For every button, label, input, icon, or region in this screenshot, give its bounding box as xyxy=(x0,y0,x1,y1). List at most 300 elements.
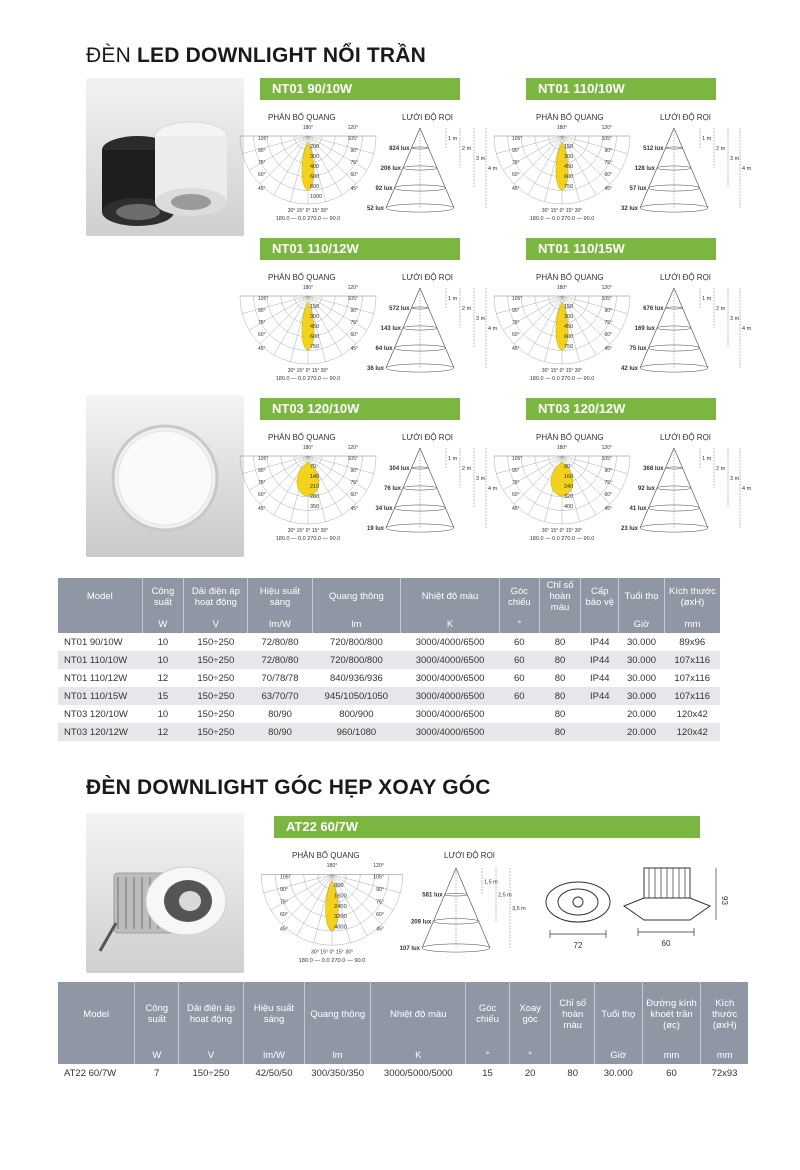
distance-label: 3 m xyxy=(476,156,486,162)
distribution-label-5: PHÂN BỐ QUANG xyxy=(536,433,604,442)
scale-value: 240 xyxy=(564,484,574,490)
distance-label: 4 m xyxy=(488,486,498,492)
cone-diagram-2 xyxy=(362,284,498,381)
angle-label: 90° xyxy=(512,468,520,474)
table-cell: 72x93 xyxy=(711,1067,738,1079)
distance-label: 1 m xyxy=(448,456,458,462)
scale-value: 300 xyxy=(564,154,574,160)
angle-label: 105° xyxy=(258,456,269,462)
table-cell: 70/78/78 xyxy=(261,672,299,684)
table-cell: 72/80/80 xyxy=(261,636,299,648)
distribution-label-3: PHÂN BỐ QUANG xyxy=(536,273,604,282)
title-prefix: ĐÈN xyxy=(86,44,137,67)
table-cell: 150÷250 xyxy=(184,723,248,741)
table-row xyxy=(58,633,720,651)
scale-value: 800 xyxy=(310,184,320,190)
table-cell: 89x96 xyxy=(679,636,706,648)
angle-label: 90° xyxy=(280,887,288,894)
angle-label: 75° xyxy=(280,899,288,906)
polar-diagram-1 xyxy=(512,124,612,227)
angle-label: 90° xyxy=(350,468,358,474)
angle-label: 60° xyxy=(350,332,358,338)
section-title-surface-downlight xyxy=(86,44,426,68)
grid-label-2: LƯỚI ĐỘ RỌI xyxy=(402,273,454,282)
scale-value: 300 xyxy=(310,314,320,320)
lux-value: 824 lux xyxy=(389,146,410,152)
table-cell: 30.000 xyxy=(619,651,665,669)
angle-label: 45° xyxy=(604,506,612,512)
title-bold: LED DOWNLIGHT NỔI TRẦN xyxy=(136,44,427,67)
polar-legend: 180.0 — 0.0 270.0 — 90.0 xyxy=(298,957,366,964)
table-cell: 30.000 xyxy=(603,1067,633,1079)
angle-label: 105° xyxy=(347,296,358,302)
lux-value: 128 lux xyxy=(634,166,655,172)
angle-label: 105° xyxy=(601,456,612,462)
table-cell: NT01 110/10W xyxy=(58,651,142,669)
angle-label: 45° xyxy=(512,506,520,512)
angle-label: 105° xyxy=(601,296,612,302)
polar-diagram-0 xyxy=(258,124,358,227)
angle-label: 60° xyxy=(512,332,520,338)
angle-label: 105° xyxy=(512,296,523,302)
lux-value: 572 lux xyxy=(389,306,410,312)
table-cell: 150÷250 xyxy=(197,708,235,720)
angle-label: 105° xyxy=(601,136,612,142)
scale-value: 800 xyxy=(334,882,344,889)
table-cell: 720/800/800 xyxy=(329,636,383,648)
lux-value: 64 lux xyxy=(375,346,393,352)
table-cell: 840/936/936 xyxy=(329,672,383,684)
units-row-2: W V lm/W lm K ° ° Giờ mm mm xyxy=(58,1046,748,1064)
angle-label: 120° xyxy=(601,445,612,451)
scale-value: 1000 xyxy=(310,194,323,200)
table-cell: 300/350/350 xyxy=(311,1067,365,1079)
product-header-1: NT01 110/10W xyxy=(526,78,716,100)
dim-width: 72 xyxy=(573,941,583,950)
angle-label: 90° xyxy=(604,308,612,314)
angle-label: 75° xyxy=(350,160,358,166)
cone-diagram-0 xyxy=(362,124,498,221)
angle-label: 45° xyxy=(604,346,612,352)
table-cell xyxy=(581,723,619,741)
angle-label: 60° xyxy=(604,332,612,338)
angle-label: 45° xyxy=(512,186,520,192)
polar-legend: 180.0 — 0.0 270.0 — 90.0 xyxy=(275,216,341,222)
angle-label: 45° xyxy=(350,506,358,512)
table-cell: 80/90 xyxy=(268,708,292,720)
table-cell: IP44 xyxy=(581,651,619,669)
at22-dimension-side xyxy=(618,862,728,963)
table-cell: NT01 110/15W xyxy=(58,687,142,705)
distance-label: 1 m xyxy=(448,296,458,302)
angle-label: 90° xyxy=(258,308,266,314)
table-row xyxy=(58,651,720,669)
angle-label: 75° xyxy=(258,160,266,166)
table-cell: 30.000 xyxy=(619,687,665,705)
scale-value: 200 xyxy=(310,144,320,150)
bottom-angles: 30° 15° 0° 15° 30° xyxy=(287,208,329,214)
distribution-label-4: PHÂN BỐ QUANG xyxy=(268,433,336,442)
lux-value: 368 lux xyxy=(643,466,664,472)
scale-value: 1600 xyxy=(334,893,347,900)
scale-value: 600 xyxy=(564,334,574,340)
scale-value: 350 xyxy=(310,504,320,510)
cone-diagram-4 xyxy=(362,444,498,541)
at22-distribution-label: PHÂN BỐ QUANG xyxy=(292,851,360,860)
polar-diagram-3 xyxy=(512,284,612,387)
table-cell: 3000/4000/6500 xyxy=(415,636,485,648)
table-cell: 15 xyxy=(142,687,184,705)
table-cell xyxy=(499,705,539,723)
table-cell xyxy=(581,705,619,723)
lux-value: 32 lux xyxy=(620,206,638,212)
dim-height: 93 xyxy=(720,896,729,905)
distance-label: 2,5 m xyxy=(498,892,512,899)
scale-value: 750 xyxy=(564,184,574,190)
table-cell: 960/1080 xyxy=(312,723,401,741)
scale-value: 450 xyxy=(310,324,320,330)
scale-value: 450 xyxy=(564,324,574,330)
lux-value: 52 lux xyxy=(366,206,384,212)
angle-label: 60° xyxy=(258,332,266,338)
angle-label: 90° xyxy=(350,148,358,154)
distance-label: 3 m xyxy=(476,476,486,482)
scale-value: 150 xyxy=(310,304,320,310)
distance-label: 2 m xyxy=(462,306,472,312)
angle-label: 75° xyxy=(604,160,612,166)
lux-value: 36 lux xyxy=(366,366,384,372)
angle-label: 105° xyxy=(512,136,523,142)
distance-label: 2 m xyxy=(716,466,726,472)
at22-cone-diagram xyxy=(398,862,528,963)
table-cell: 150÷250 xyxy=(184,687,248,705)
table-row xyxy=(58,1064,748,1082)
angle-label: 45° xyxy=(350,346,358,352)
angle-label: 105° xyxy=(347,456,358,462)
table-cell: NT01 110/12W xyxy=(64,672,128,684)
distance-label: 3 m xyxy=(730,156,740,162)
table-cell: IP44 xyxy=(589,672,610,684)
lux-value: 41 lux xyxy=(629,506,647,512)
scale-value: 600 xyxy=(310,174,320,180)
table-cell: 20.000 xyxy=(619,723,665,741)
units-row: W V lm/W lm K ° Giờ mm xyxy=(58,615,720,633)
table-cell: 60 xyxy=(514,636,525,648)
table-cell: 107x116 xyxy=(674,672,711,684)
lux-value: 143 lux xyxy=(380,326,401,332)
th-power: Công suất xyxy=(142,578,184,615)
angle-label: 60° xyxy=(350,172,358,178)
table-cell: 80 xyxy=(567,1067,578,1079)
scale-value: 160 xyxy=(564,474,574,480)
product-header-2: NT01 110/12W xyxy=(260,238,460,260)
grid-label-0: LƯỚI ĐỘ RỌI xyxy=(402,113,454,122)
table-cell: 30.000 xyxy=(626,636,657,648)
angle-label: 90° xyxy=(350,308,358,314)
lux-value: 57 lux xyxy=(629,186,647,192)
polar-legend: 180.0 — 0.0 270.0 — 90.0 xyxy=(529,376,595,382)
th-ip: Cấp bảo vệ xyxy=(581,578,619,615)
lux-value: 209 lux xyxy=(410,919,432,926)
table-cell: 3000/4000/6500 xyxy=(401,723,500,741)
table-cell: 80/90 xyxy=(248,723,312,741)
table-cell: IP44 xyxy=(589,636,610,648)
table-cell: 3000/4000/6500 xyxy=(401,687,500,705)
table-cell: 80 xyxy=(554,636,566,648)
scale-value: 140 xyxy=(310,474,320,480)
at22-polar-diagram xyxy=(280,862,384,969)
angle-label: 75° xyxy=(258,480,266,486)
scale-value: 150 xyxy=(564,144,574,150)
angle-label: 60° xyxy=(512,172,520,178)
product-header-3: NT01 110/15W xyxy=(526,238,716,260)
table-cell: NT01 90/10W xyxy=(64,636,123,648)
section-title-narrow-downlight: ĐÈN DOWNLIGHT GÓC HẸP XOAY GÓC xyxy=(86,776,491,799)
th-beam: Góc chiếu xyxy=(499,578,539,615)
bottom-angles: 30° 15° 0° 15° 30° xyxy=(310,949,354,956)
angle-label: 45° xyxy=(258,186,266,192)
grid-label-3: LƯỚI ĐỘ RỌI xyxy=(660,273,712,282)
lux-value: 107 lux xyxy=(399,946,420,952)
th-size: Kích thước (øxH) xyxy=(664,578,720,615)
product-photo-at22 xyxy=(86,813,244,973)
table-cell: 150÷250 xyxy=(197,636,235,648)
lux-value: 34 lux xyxy=(375,506,393,512)
th-cct: Nhiệt độ màu xyxy=(401,578,500,615)
table-cell: 15 xyxy=(482,1067,493,1079)
table-cell: 3000/5000/5000 xyxy=(383,1067,453,1079)
table-cell: 80 xyxy=(539,687,581,705)
table-cell xyxy=(499,723,539,741)
angle-label: 180° xyxy=(556,445,568,451)
angle-label: 90° xyxy=(258,148,266,154)
table-cell: 20 xyxy=(524,1067,536,1079)
lux-value: 512 lux xyxy=(643,146,664,152)
table-cell: 7 xyxy=(154,1067,160,1079)
lux-value: 23 lux xyxy=(620,526,638,532)
angle-label: 105° xyxy=(258,296,269,302)
table-cell: 10 xyxy=(157,708,169,720)
angle-label: 60° xyxy=(258,492,266,498)
table-cell: 80 xyxy=(554,708,566,720)
angle-label: 75° xyxy=(376,899,384,906)
angle-label: 75° xyxy=(604,320,612,326)
angle-label: 105° xyxy=(347,136,358,142)
table-cell: AT22 60/7W xyxy=(64,1067,117,1079)
angle-label: 60° xyxy=(604,172,612,178)
table-cell: 10 xyxy=(157,636,169,648)
spec-table-nt xyxy=(58,578,720,741)
angle-label: 60° xyxy=(512,492,520,498)
angle-label: 75° xyxy=(512,320,520,326)
table-cell: 107x116 xyxy=(664,687,720,705)
table-row xyxy=(58,705,720,723)
table-cell: 945/1050/1050 xyxy=(312,687,401,705)
angle-label: 45° xyxy=(280,926,288,933)
scale-value: 280 xyxy=(310,494,320,500)
table-cell: 60 xyxy=(499,651,539,669)
distance-label: 1,5 m xyxy=(484,879,498,886)
angle-label: 90° xyxy=(376,887,384,894)
grid-label-5: LƯỚI ĐỘ RỌI xyxy=(660,433,712,442)
distance-label: 4 m xyxy=(742,166,752,172)
angle-label: 60° xyxy=(604,492,612,498)
angle-label: 75° xyxy=(258,320,266,326)
th-cri: Chỉ số hoàn màu xyxy=(539,578,581,615)
angle-label: 120° xyxy=(347,285,358,291)
angle-label: 105° xyxy=(258,136,269,142)
distribution-label-0: PHÂN BỐ QUANG xyxy=(268,113,336,122)
table-cell: 60 xyxy=(666,1067,677,1079)
table-row xyxy=(58,723,720,741)
table-cell: 3000/4000/6500 xyxy=(415,708,485,720)
angle-label: 180° xyxy=(302,285,314,291)
table-cell: 150÷250 xyxy=(184,651,248,669)
table-cell: NT03 120/10W xyxy=(64,708,128,720)
th-life: Tuổi thọ xyxy=(619,578,665,615)
table-cell: 150÷250 xyxy=(197,672,235,684)
angle-label: 120° xyxy=(347,125,358,131)
angle-label: 90° xyxy=(512,148,520,154)
distance-label: 2 m xyxy=(462,146,472,152)
table-cell: 720/800/800 xyxy=(312,651,401,669)
table-cell: 150÷250 xyxy=(192,1067,230,1079)
distance-label: 3 m xyxy=(730,476,740,482)
lux-value: 42 lux xyxy=(620,366,638,372)
angle-label: 45° xyxy=(350,186,358,192)
scale-value: 150 xyxy=(564,304,574,310)
table-cell: 3000/4000/6500 xyxy=(401,651,500,669)
lux-value: 304 lux xyxy=(389,466,410,472)
angle-label: 90° xyxy=(604,148,612,154)
table-cell: 72/80/80 xyxy=(248,651,312,669)
angle-label: 45° xyxy=(604,186,612,192)
bottom-angles: 30° 15° 0° 15° 30° xyxy=(541,208,583,214)
angle-label: 180° xyxy=(302,445,314,451)
table-cell: 800/900 xyxy=(339,708,374,720)
table-cell: 120x42 xyxy=(676,708,708,720)
polar-diagram-2 xyxy=(258,284,358,387)
table-cell: 12 xyxy=(142,723,184,741)
angle-label: 60° xyxy=(350,492,358,498)
angle-label: 120° xyxy=(347,445,358,451)
at22-grid-label: LƯỚI ĐỘ RỌI xyxy=(444,851,496,860)
table-cell: NT03 120/12W xyxy=(58,723,142,741)
angle-label: 120° xyxy=(601,285,612,291)
table-cell: 60 xyxy=(499,687,539,705)
scale-value: 600 xyxy=(310,334,320,340)
distance-label: 3 m xyxy=(476,316,486,322)
angle-label: 180° xyxy=(556,125,568,131)
angle-label: 180° xyxy=(556,285,568,291)
cone-diagram-3 xyxy=(616,284,752,381)
scale-value: 300 xyxy=(564,314,574,320)
grid-label-4: LƯỚI ĐỘ RỌI xyxy=(402,433,454,442)
distance-label: 2 m xyxy=(716,306,726,312)
polar-diagram-4 xyxy=(258,444,358,547)
table-cell: 80 xyxy=(554,672,566,684)
distance-label: 3,5 m xyxy=(512,906,526,912)
scale-value: 80 xyxy=(564,464,571,470)
lux-value: 169 lux xyxy=(634,326,655,332)
angle-label: 180° xyxy=(302,125,314,131)
distance-label: 2 m xyxy=(716,146,726,152)
product-header-5: NT03 120/12W xyxy=(526,398,716,420)
angle-label: 105° xyxy=(373,874,384,881)
angle-label: 75° xyxy=(604,480,612,486)
angle-label: 45° xyxy=(512,346,520,352)
angle-label: 75° xyxy=(512,160,520,166)
table-cell: 12 xyxy=(157,672,169,684)
polar-legend: 180.0 — 0.0 270.0 — 90.0 xyxy=(529,536,595,542)
cone-diagram-1 xyxy=(616,124,752,221)
table-cell: 42/50/50 xyxy=(255,1067,293,1079)
distance-label: 2 m xyxy=(462,466,472,472)
lux-value: 76 lux xyxy=(383,486,401,492)
lux-value: 75 lux xyxy=(629,346,647,352)
scale-value: 320 xyxy=(564,494,574,500)
th-efficacy: Hiệu suất sáng xyxy=(248,578,312,615)
table-cell: 20.000 xyxy=(626,708,657,720)
scale-value: 600 xyxy=(564,174,574,180)
th-model: Model xyxy=(58,578,142,615)
angle-label: 120° xyxy=(373,863,384,870)
angle-label: 180° xyxy=(326,863,338,870)
table-cell: 30.000 xyxy=(626,672,657,684)
scale-value: 3200 xyxy=(334,914,347,921)
angle-label: 120° xyxy=(601,125,612,131)
distance-label: 3 m xyxy=(730,316,740,322)
at22-header: AT22 60/7W xyxy=(274,816,700,838)
table-cell: 10 xyxy=(142,651,184,669)
lux-value: 581 lux xyxy=(422,892,443,899)
scale-value: 750 xyxy=(310,344,320,350)
angle-label: 75° xyxy=(350,480,358,486)
angle-label: 105° xyxy=(280,874,291,881)
table-cell: 80 xyxy=(539,723,581,741)
cone-diagram-5 xyxy=(616,444,752,541)
lux-value: 92 lux xyxy=(637,486,655,492)
angle-label: 75° xyxy=(350,320,358,326)
bottom-angles: 30° 15° 0° 15° 30° xyxy=(287,368,329,374)
distance-label: 4 m xyxy=(742,486,752,492)
scale-value: 70 xyxy=(310,464,317,470)
scale-value: 300 xyxy=(310,154,320,160)
angle-label: 45° xyxy=(258,506,266,512)
angle-label: 90° xyxy=(604,468,612,474)
distance-label: 1 m xyxy=(448,136,458,142)
lux-value: 206 lux xyxy=(380,166,401,172)
distance-label: 4 m xyxy=(488,326,498,332)
angle-label: 75° xyxy=(512,480,520,486)
angle-label: 60° xyxy=(280,912,288,919)
scale-value: 2400 xyxy=(334,903,347,910)
table-cell: 120x42 xyxy=(664,723,720,741)
product-header-4: NT03 120/10W xyxy=(260,398,460,420)
lux-value: 92 lux xyxy=(375,186,393,192)
polar-legend: 180.0 — 0.0 270.0 — 90.0 xyxy=(529,216,595,222)
scale-value: 400 xyxy=(564,504,574,510)
polar-legend: 180.0 — 0.0 270.0 — 90.0 xyxy=(275,536,341,542)
scale-value: 210 xyxy=(310,484,320,490)
angle-label: 45° xyxy=(376,926,384,933)
scale-value: 750 xyxy=(564,344,574,350)
angle-label: 90° xyxy=(258,468,266,474)
dim-cut: 60 xyxy=(661,939,671,948)
table-cell: 63/70/70 xyxy=(248,687,312,705)
table-cell: 60 xyxy=(514,672,525,684)
scale-value: 450 xyxy=(564,164,574,170)
